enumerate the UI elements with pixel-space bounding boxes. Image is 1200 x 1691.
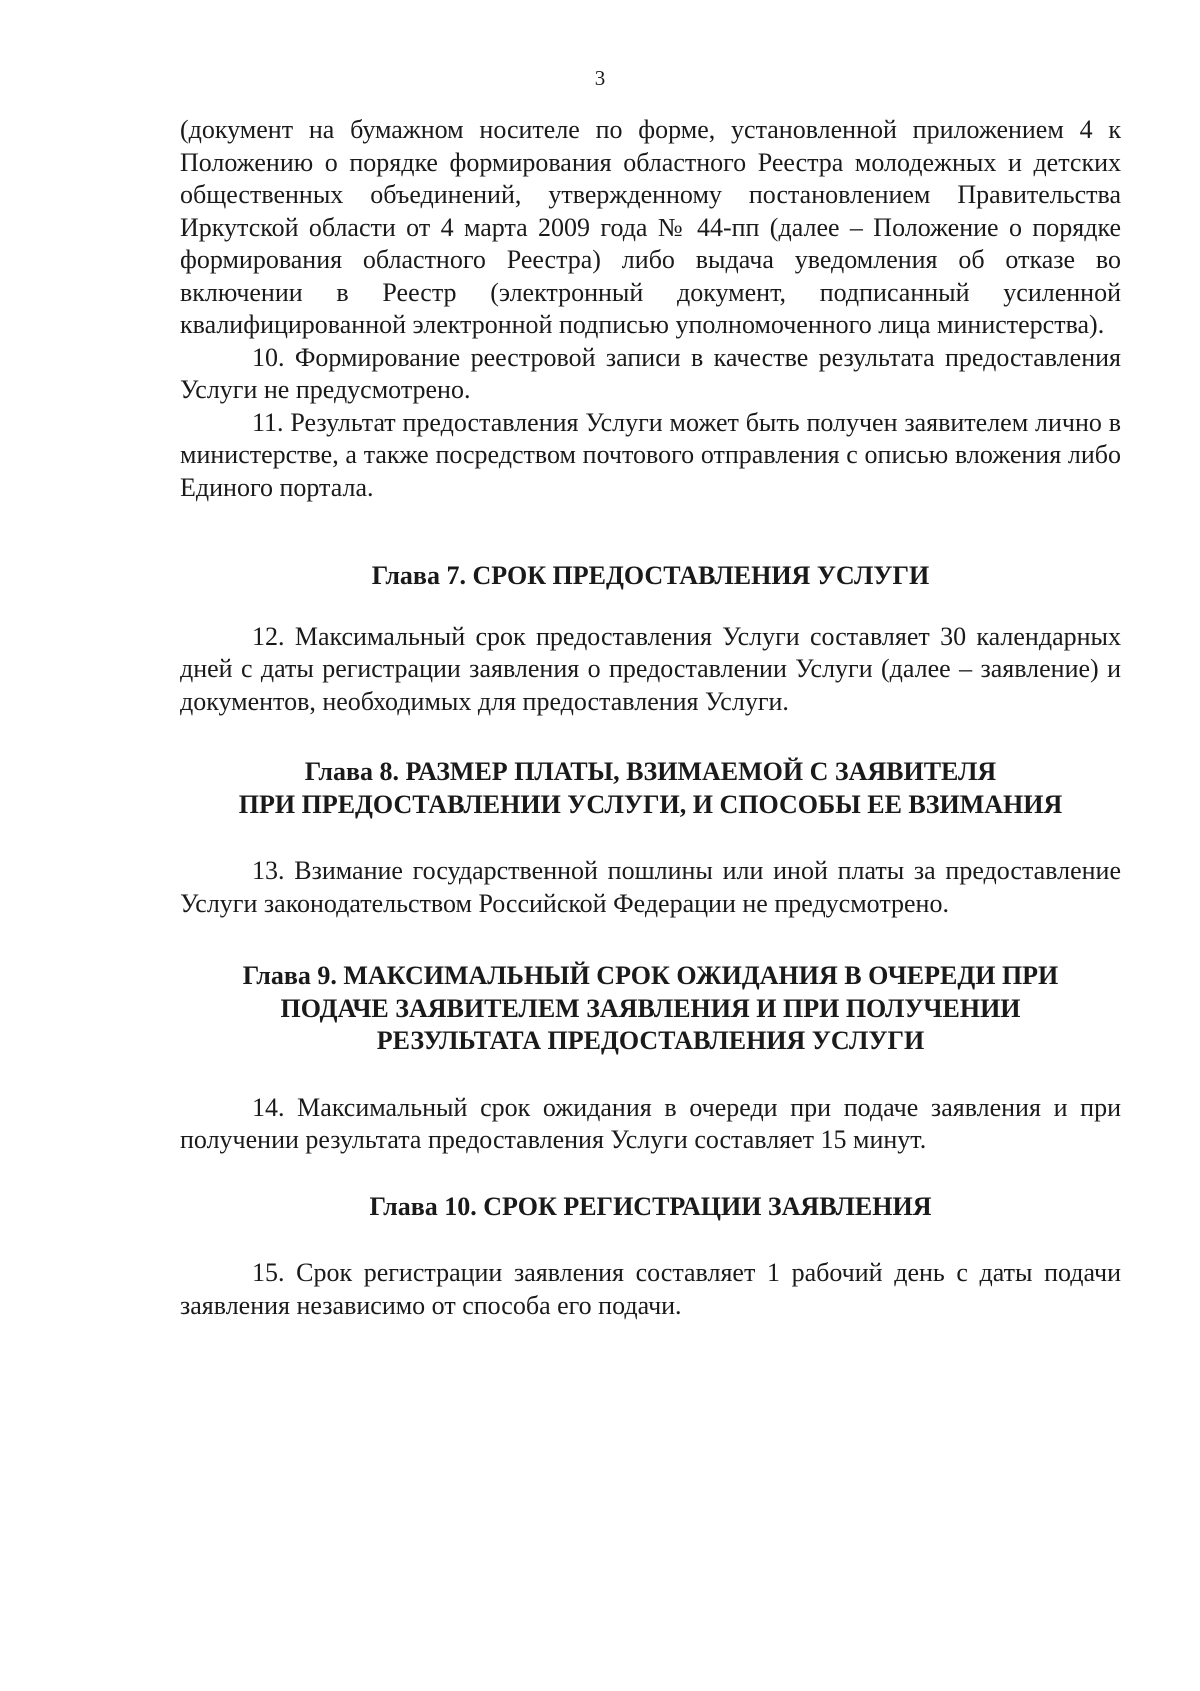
chapter-8-title-line-1: Глава 8. РАЗМЕР ПЛАТЫ, ВЗИМАЕМОЙ С ЗАЯВИТЕЛЯ <box>304 757 997 786</box>
chapter-10-heading <box>180 1191 1121 1224</box>
document-body <box>180 114 1121 1322</box>
chapter-10-title: Глава 10. СРОК РЕГИСТРАЦИИ ЗАЯВЛЕНИЯ <box>369 1191 932 1221</box>
chapter-9-heading <box>180 960 1121 1058</box>
page-number: 3 <box>594 66 606 90</box>
paragraph-13: 13. Взимание государственной пошлины или иной платы за предоставление Услуги законодательством Российской Федерации не предусмотрено. <box>180 856 1121 918</box>
paragraph-14: 14. Максимальный срок ожидания в очереди при подаче заявления и при получении результата предоставления Услуги составляет 15 минут. <box>180 1092 1121 1154</box>
paragraph-12: 12. Максимальный срок предоставления Услуги составляет 30 календарных дней с даты регистрации заявления о предоставлении Услуги (далее – заявление) и документов, необходимых для предоставления Услуги. <box>180 621 1121 716</box>
chapter-8-title-line-2: ПРИ ПРЕДОСТАВЛЕНИИ УСЛУГИ, И СПОСОБЫ ЕЕ ВЗИМАНИЯ <box>238 789 1063 819</box>
chapter-7-heading <box>180 560 1121 593</box>
chapter-8-heading <box>180 756 1121 821</box>
paragraph-11: 11. Результат предоставления Услуги может быть получен заявителем лично в министерстве, а также посредством почтового отправления с описью вложения либо Единого портала. <box>180 407 1121 502</box>
chapter-9-title-line-1: Глава 9. МАКСИМАЛЬНЫЙ СРОК ОЖИДАНИЯ В ОЧЕРЕДИ ПРИ <box>242 961 1059 990</box>
chapter-9-title-line-3: РЕЗУЛЬТАТА ПРЕДОСТАВЛЕНИЯ УСЛУГИ <box>376 1026 925 1055</box>
chapter-9-title-line-2: ПОДАЧЕ ЗАЯВИТЕЛЕМ ЗАЯВЛЕНИЯ И ПРИ ПОЛУЧЕНИИ <box>280 993 1021 1023</box>
paragraph-continuation: (документ на бумажном носителе по форме, установленной приложением 4 к Положению о порядке формирования областного Реестра молодежных и детских общественных объединений, утвержденному постановлением Правительства Иркутской области от 4 марта 2009 года № 44-пп (далее – Положение о порядке формирования областного Реестра) либо выдача уведомления об отказе во включении в Реестр (электронный документ, подписанный усиленной квалифицированной электронной подписью уполномоченного лица министерства). <box>180 115 1121 339</box>
paragraph-10: 10. Формирование реестровой записи в качестве результата предоставления Услуги не предусмотрено. <box>180 342 1121 404</box>
chapter-7-title: Глава 7. СРОК ПРЕДОСТАВЛЕНИЯ УСЛУГИ <box>371 561 930 590</box>
paragraph-15: 15. Срок регистрации заявления составляет 1 рабочий день с даты подачи заявления независимо от способа его подачи. <box>180 1258 1121 1320</box>
